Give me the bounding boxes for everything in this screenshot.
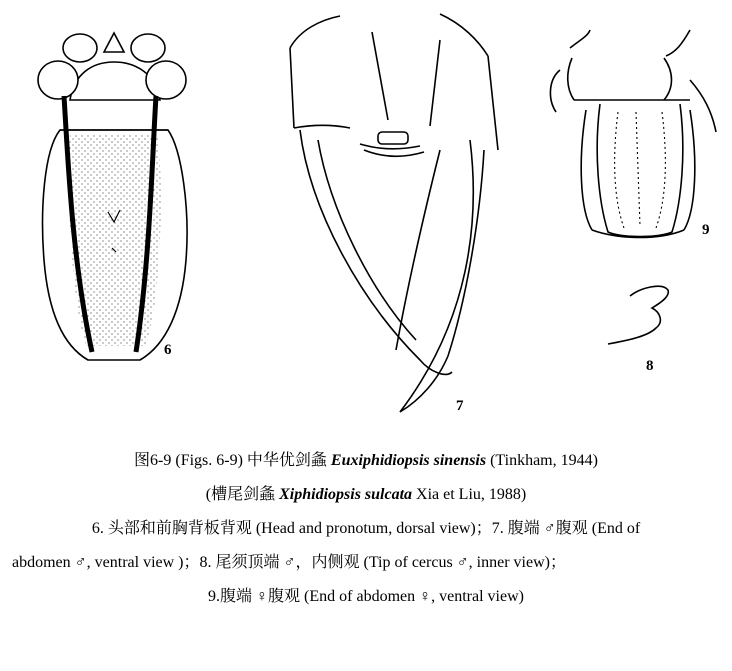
caption-1-species: Euxiphidiopsis sinensis bbox=[330, 452, 487, 469]
figure-9-female-abdomen-drawing bbox=[550, 30, 716, 238]
figure-6-label: 6 bbox=[164, 342, 172, 358]
figure-8-label: 8 bbox=[646, 358, 654, 374]
figure-caption bbox=[0, 444, 732, 614]
caption-line-2 bbox=[0, 478, 732, 512]
caption-1-prefix: 图6-9 (Figs. 6-9) 中华优剑螽 bbox=[134, 452, 331, 469]
figure-7-label: 7 bbox=[456, 398, 464, 414]
figure-7-male-abdomen-drawing bbox=[290, 14, 498, 412]
caption-2-species: Xiphidiopsis sulcata bbox=[279, 486, 413, 503]
caption-2-suffix: Xia et Liu, 1988) bbox=[412, 486, 527, 503]
caption-line-5: 9.腹端 ♀腹观 (End of abdomen ♀, ventral view) bbox=[208, 588, 524, 605]
caption-line-3: 6. 头部和前胸背板背观 (Head and pronotum, dorsal view)；7. 腹端 ♂腹观 (End of bbox=[91, 520, 641, 537]
figure-6-head-pronotum-drawing bbox=[38, 33, 187, 360]
caption-1-suffix: (Tinkham, 1944) bbox=[486, 452, 598, 469]
caption-line-4: abdomen ♂, ventral view )；8. 尾须顶端 ♂，内侧观 (Tip of cercus ♂, inner view)； bbox=[12, 554, 566, 571]
caption-line-1 bbox=[0, 444, 732, 478]
caption-2-prefix: (槽尾剑螽 bbox=[205, 486, 280, 503]
figure-9-label: 9 bbox=[702, 222, 710, 238]
figure-8-cercus-tip-drawing bbox=[608, 286, 668, 344]
